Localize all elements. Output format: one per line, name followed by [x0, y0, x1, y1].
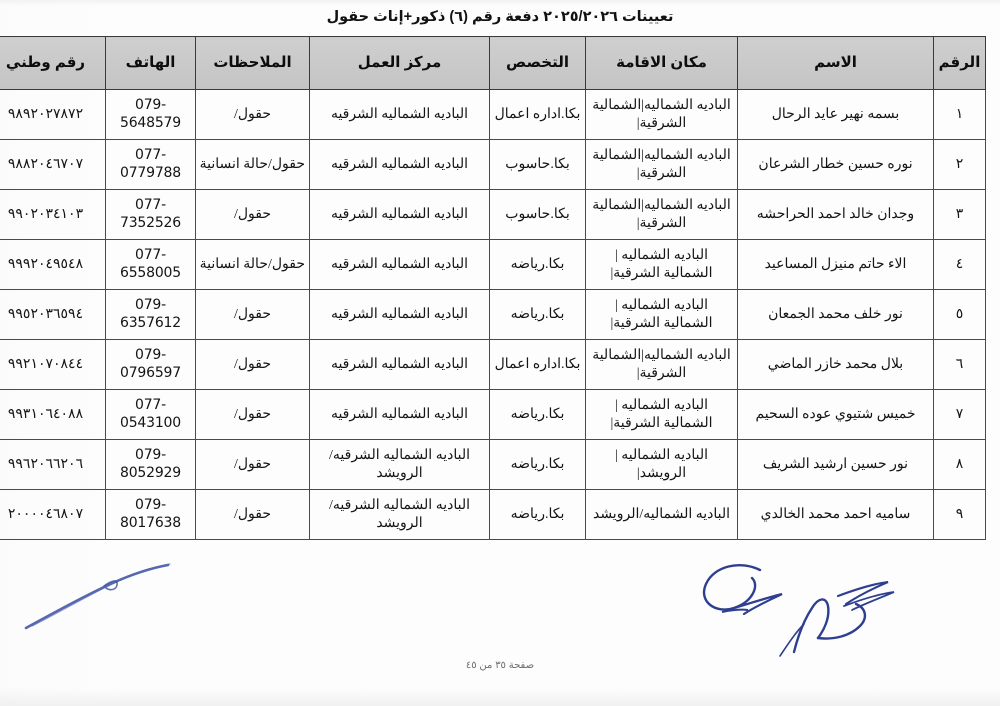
cell-specialization: بكا.رياضه	[490, 440, 586, 490]
cell-national-id: ٢٠٠٠٠٤٦٨٠٧	[0, 490, 106, 540]
cell-notes: حقول/	[196, 290, 310, 340]
phone-prefix: 077-	[135, 196, 166, 213]
cell-national-id: ٩٨٩٢٠٢٧٨٧٢	[0, 90, 106, 140]
cell-index: ٤	[934, 240, 986, 290]
cell-phone	[106, 290, 196, 340]
cell-residence: الباديه الشماليه|الشمالية الشرقية|	[586, 140, 738, 190]
cell-phone	[106, 90, 196, 140]
cell-work-center: الباديه الشماليه الشرقيه	[310, 90, 490, 140]
cell-name: خميس شتيوي عوده السحيم	[738, 390, 934, 440]
cell-phone	[106, 240, 196, 290]
cell-name: نور خلف محمد الجمعان	[738, 290, 934, 340]
cell-specialization: بكا.رياضه	[490, 490, 586, 540]
phone-prefix: 079-	[135, 446, 166, 463]
column-header-residence: مكان الاقامة	[586, 37, 738, 90]
cell-index: ٥	[934, 290, 986, 340]
cell-residence: الباديه الشماليه | الشمالية الشرقية|	[586, 240, 738, 290]
cell-work-center: الباديه الشماليه الشرقيه	[310, 340, 490, 390]
cell-phone	[106, 440, 196, 490]
cell-index: ٧	[934, 390, 986, 440]
cell-name: وجدان خالد احمد الحراحشه	[738, 190, 934, 240]
cell-work-center: الباديه الشماليه الشرقيه	[310, 290, 490, 340]
phone-suffix: 8017638	[120, 514, 181, 531]
cell-specialization: بكا.اداره اعمال	[490, 340, 586, 390]
column-header-specialization: التخصص	[490, 37, 586, 90]
signature-left	[18, 556, 208, 636]
cell-residence: الباديه الشماليه | الرويشد|	[586, 440, 738, 490]
cell-work-center: الباديه الشماليه الشرقيه	[310, 240, 490, 290]
cell-name: بسمه نهير عايد الرحال	[738, 90, 934, 140]
phone-prefix: 079-	[135, 296, 166, 313]
phone-prefix: 077-	[135, 146, 166, 163]
cell-name: نور حسين ارشيد الشريف	[738, 440, 934, 490]
table-row	[0, 140, 986, 190]
cell-name: ساميه احمد محمد الخالدي	[738, 490, 934, 540]
cell-index: ٨	[934, 440, 986, 490]
cell-phone	[106, 190, 196, 240]
scan-edge-top	[0, 0, 1000, 6]
phone-prefix: 079-	[135, 346, 166, 363]
phone-suffix: 0796597	[120, 364, 181, 381]
cell-residence: الباديه الشماليه|الشمالية الشرقية|	[586, 90, 738, 140]
cell-national-id: ٩٩٢١٠٧٠٨٤٤	[0, 340, 106, 390]
cell-national-id: ٩٩٥٢٠٣٦٥٩٤	[0, 290, 106, 340]
cell-national-id: ٩٩٦٢٠٦٦٢٠٦	[0, 440, 106, 490]
signature-right	[648, 552, 918, 662]
cell-work-center: الباديه الشماليه الشرقيه	[310, 140, 490, 190]
cell-name: نوره حسين خطار الشرعان	[738, 140, 934, 190]
cell-notes: حقول/	[196, 90, 310, 140]
cell-residence: الباديه الشماليه | الشمالية الشرقية|	[586, 290, 738, 340]
phone-suffix: 8052929	[120, 464, 181, 481]
table-row	[0, 240, 986, 290]
table-row	[0, 390, 986, 440]
table-row	[0, 490, 986, 540]
cell-notes: حقول/	[196, 440, 310, 490]
phone-prefix: 077-	[135, 246, 166, 263]
cell-notes: حقول/	[196, 390, 310, 440]
cell-notes: حقول/	[196, 340, 310, 390]
cell-specialization: بكا.رياضه	[490, 240, 586, 290]
cell-specialization: بكا.حاسوب	[490, 190, 586, 240]
cell-national-id: ٩٩٩٢٠٤٩٥٤٨	[0, 240, 106, 290]
phone-prefix: 079-	[135, 496, 166, 513]
column-header-national-id: رقم وطني	[0, 37, 106, 90]
table-row	[0, 290, 986, 340]
page-title: تعيينات ٢٠٢٥/٢٠٢٦ دفعة رقم (٦) ذكور+إناث حقول	[326, 9, 674, 25]
appointments-table-container	[5, 36, 986, 540]
cell-index: ٢	[934, 140, 986, 190]
cell-name: الاء حاتم منيزل المساعيد	[738, 240, 934, 290]
cell-notes: حقول/	[196, 490, 310, 540]
table-row	[0, 440, 986, 490]
cell-index: ٣	[934, 190, 986, 240]
appointments-table	[0, 36, 986, 540]
footer-page-number: صفحة ٣٥ من ٤٥	[465, 660, 535, 671]
cell-specialization: بكا.حاسوب	[490, 140, 586, 190]
table-row	[0, 340, 986, 390]
column-header-name: الاسم	[738, 37, 934, 90]
column-header-phone: الهاتف	[106, 37, 196, 90]
column-header-work-center: مركز العمل	[310, 37, 490, 90]
phone-suffix: 0543100	[120, 414, 181, 431]
cell-phone	[106, 390, 196, 440]
cell-index: ٦	[934, 340, 986, 390]
phone-suffix: 7352526	[120, 214, 181, 231]
table-header	[0, 37, 986, 90]
cell-work-center: الباديه الشماليه الشرقيه/الرويشد	[310, 440, 490, 490]
cell-national-id: ٩٨٨٢٠٤٦٧٠٧	[0, 140, 106, 190]
cell-residence: الباديه الشماليه/الرويشد	[586, 490, 738, 540]
phone-suffix: 6558005	[120, 264, 181, 281]
cell-residence: الباديه الشماليه|الشمالية الشرقية|	[586, 190, 738, 240]
cell-index: ٩	[934, 490, 986, 540]
cell-work-center: الباديه الشماليه الشرقيه/الرويشد	[310, 490, 490, 540]
cell-specialization: بكا.رياضه	[490, 290, 586, 340]
cell-index: ١	[934, 90, 986, 140]
cell-work-center: الباديه الشماليه الشرقيه	[310, 190, 490, 240]
cell-specialization: بكا.رياضه	[490, 390, 586, 440]
cell-phone	[106, 140, 196, 190]
column-header-index: الرقم	[934, 37, 986, 90]
cell-notes: حقول/حالة انسانية	[196, 240, 310, 290]
cell-specialization: بكا.اداره اعمال	[490, 90, 586, 140]
cell-phone	[106, 340, 196, 390]
phone-prefix: 077-	[135, 396, 166, 413]
cell-national-id: ٩٩٣١٠٦٤٠٨٨	[0, 390, 106, 440]
phone-suffix: 5648579	[120, 114, 181, 131]
cell-notes: حقول/حالة انسانية	[196, 140, 310, 190]
scan-edge-bottom	[0, 688, 1000, 706]
phone-prefix: 079-	[135, 96, 166, 113]
table-row	[0, 90, 986, 140]
cell-residence: الباديه الشماليه | الشمالية الشرقية|	[586, 390, 738, 440]
table-row	[0, 190, 986, 240]
cell-phone	[106, 490, 196, 540]
cell-notes: حقول/	[196, 190, 310, 240]
cell-national-id: ٩٩٠٢٠٣٤١٠٣	[0, 190, 106, 240]
phone-suffix: 0779788	[120, 164, 181, 181]
cell-residence: الباديه الشماليه|الشمالية الشرقية|	[586, 340, 738, 390]
phone-suffix: 6357612	[120, 314, 181, 331]
column-header-notes: الملاحظات	[196, 37, 310, 90]
cell-name: بلال محمد خازر الماضي	[738, 340, 934, 390]
cell-work-center: الباديه الشماليه الشرقيه	[310, 390, 490, 440]
table-header-row	[0, 37, 986, 90]
table-body	[0, 90, 986, 540]
